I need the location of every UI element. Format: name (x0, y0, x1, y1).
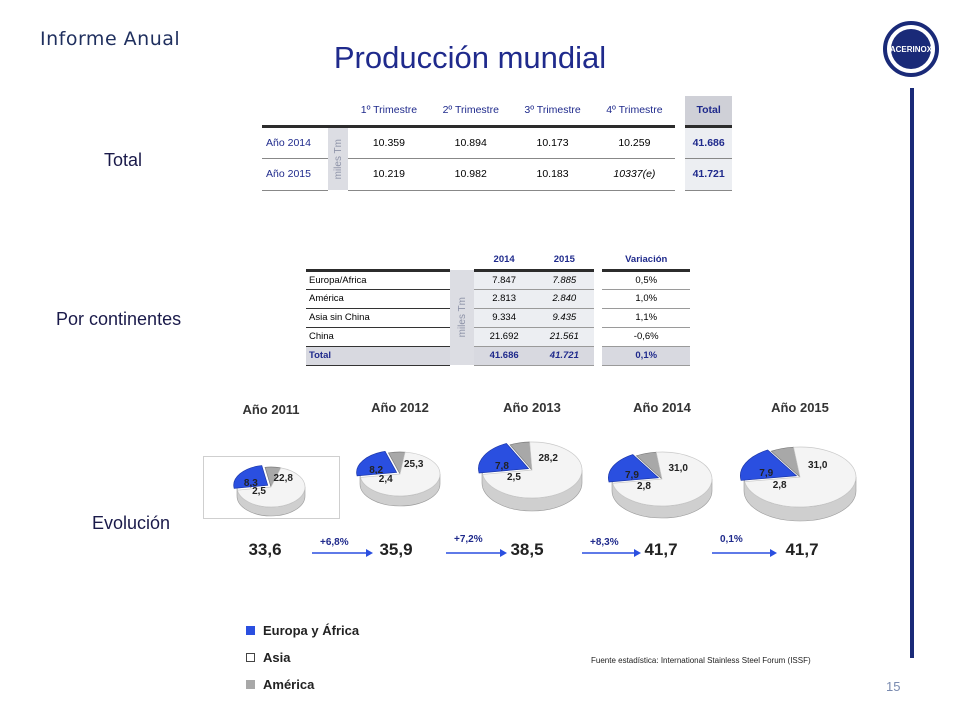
year-total: 38,5 (510, 540, 544, 559)
pie-label-america: 2,4 (378, 474, 393, 486)
table-gap (594, 327, 602, 346)
continent-production-table (306, 250, 690, 366)
year-label: Año 2015 (771, 400, 829, 415)
pie-label-europa: 8,2 (369, 465, 384, 476)
table-gap (594, 346, 602, 365)
pie-label-america: 2,8 (772, 479, 787, 491)
legend-item (246, 617, 359, 644)
year-label: Año 2014 (633, 400, 691, 415)
table-header: 1º Trimestre (348, 96, 430, 126)
pie-label-europa: 7,8 (495, 461, 509, 472)
year-label: Año 2011 (242, 402, 300, 417)
year-total: 41,7 (644, 540, 678, 559)
table-gap (675, 158, 685, 190)
table-cell: 10337(e) (593, 158, 675, 190)
table-header: 4º Trimestre (593, 96, 675, 126)
pie-chart (232, 462, 310, 521)
table-cell: 9.334 (474, 308, 534, 327)
pie-label-asia: 22,8 (273, 473, 293, 484)
legend-swatch-america (246, 680, 255, 689)
table-cell: 10.982 (430, 158, 512, 190)
table-cell: 10.894 (430, 126, 512, 158)
table-gap (594, 250, 602, 270)
report-label: Informe Anual (40, 28, 181, 50)
table-row (306, 289, 690, 308)
legend-swatch-europa (246, 626, 255, 635)
pie-label-asia: 31,0 (668, 462, 688, 474)
growth-label: +8,3% (590, 537, 619, 548)
table-cell: 10.173 (512, 126, 594, 158)
year-total: 33,6 (248, 540, 282, 559)
pie-chart (477, 437, 587, 516)
table-header: 3º Trimestre (512, 96, 594, 126)
table-header: 2º Trimestre (430, 96, 512, 126)
growth-arrow (712, 548, 780, 558)
section-label-total: Total (104, 150, 143, 170)
table-cell-total: 41.686 (685, 126, 732, 158)
row-label: Total (306, 346, 450, 365)
source-note: Fuente estadística: International Stainless Steel Forum (ISSF) (591, 656, 811, 665)
pie-label-america: 2,8 (637, 480, 651, 492)
unit-label: miles Tm (332, 138, 344, 179)
decorative-vertical-bar (910, 88, 914, 658)
table-cell: 1,0% (602, 289, 690, 308)
table-gap (594, 289, 602, 308)
legend-item (246, 644, 359, 671)
quarterly-production-table (262, 96, 732, 191)
table-cell: 10.259 (593, 126, 675, 158)
pie-label-asia: 31,0 (808, 459, 828, 471)
growth-label: 0,1% (720, 534, 743, 545)
section-label-continents: Por continentes (56, 309, 182, 329)
growth-label: +7,2% (454, 534, 483, 545)
table-cell: 2.840 (534, 289, 594, 308)
table-gap (675, 96, 685, 126)
table-row (262, 126, 732, 158)
acerinox-logo (882, 20, 940, 78)
unit-label: miles Tm (456, 297, 468, 338)
table-cell: 0,1% (602, 346, 690, 365)
table-row-total (306, 346, 690, 365)
table-cell: 0,5% (602, 270, 690, 289)
row-label: Asia sin China (306, 308, 450, 327)
pie-label-asia: 28,2 (538, 453, 558, 465)
year-label: Año 2013 (503, 400, 561, 415)
table-cell: 10.359 (348, 126, 430, 158)
table-cell: 41.686 (474, 346, 534, 365)
growth-arrow (446, 548, 510, 558)
legend-label: Asia (263, 650, 291, 665)
legend-swatch-asia (246, 653, 255, 662)
table-cell: 7.885 (534, 270, 594, 289)
logo-text: ACERINOX (889, 45, 933, 54)
year-label: Año 2012 (371, 400, 429, 415)
table-row (306, 270, 690, 289)
table-cell: -0,6% (602, 327, 690, 346)
table-header: 2015 (534, 250, 594, 270)
table-cell: 10.219 (348, 158, 430, 190)
table-cell: 21.692 (474, 327, 534, 346)
table-cell-total: 41.721 (685, 158, 732, 190)
table-row (306, 308, 690, 327)
table-header-empty (306, 250, 450, 270)
page-number: 15 (886, 679, 901, 694)
unit-cell (450, 270, 474, 365)
legend-label: Europa y África (263, 623, 360, 638)
pie-label-europa: 7,9 (625, 470, 639, 481)
table-cell: 2.813 (474, 289, 534, 308)
legend-item (246, 671, 359, 698)
row-label: Año 2014 (262, 126, 328, 158)
unit-cell (328, 126, 348, 190)
table-cell: 7.847 (474, 270, 534, 289)
table-header-empty (450, 250, 474, 270)
table-gap (594, 270, 602, 289)
pie-label-america: 2,5 (507, 471, 521, 483)
pie-chart (739, 442, 861, 526)
pie-label-europa: 8,3 (243, 478, 258, 489)
section-label-evolution: Evolución (92, 513, 171, 533)
table-header: 2014 (474, 250, 534, 270)
table-cell: 10.183 (512, 158, 594, 190)
pie-label-europa: 7,9 (759, 468, 774, 479)
table-cell: 9.435 (534, 308, 594, 327)
growth-arrow (582, 548, 644, 558)
row-label: América (306, 289, 450, 308)
table-cell: 21.561 (534, 327, 594, 346)
pie-chart (355, 447, 445, 511)
table-header-empty (328, 96, 348, 126)
pie-label-america: 2,5 (252, 486, 266, 498)
year-total: 41,7 (785, 540, 819, 559)
pie-chart (607, 447, 717, 523)
row-label: China (306, 327, 450, 346)
table-cell: 1,1% (602, 308, 690, 327)
legend-label: América (263, 677, 315, 692)
growth-label: +6,8% (320, 537, 349, 548)
table-row (306, 327, 690, 346)
row-label: Año 2015 (262, 158, 328, 190)
table-header-empty (262, 96, 328, 126)
table-gap (675, 126, 685, 158)
pie-label-asia: 25,3 (404, 459, 424, 471)
year-total: 35,9 (379, 540, 413, 559)
table-cell: 41.721 (534, 346, 594, 365)
growth-arrow (312, 548, 376, 558)
legend (246, 617, 359, 698)
row-label: Europa/Africa (306, 270, 450, 289)
table-header-total: Total (685, 96, 732, 126)
table-header: Variación (602, 250, 690, 270)
page-title: Producción mundial (333, 40, 607, 75)
table-gap (594, 308, 602, 327)
